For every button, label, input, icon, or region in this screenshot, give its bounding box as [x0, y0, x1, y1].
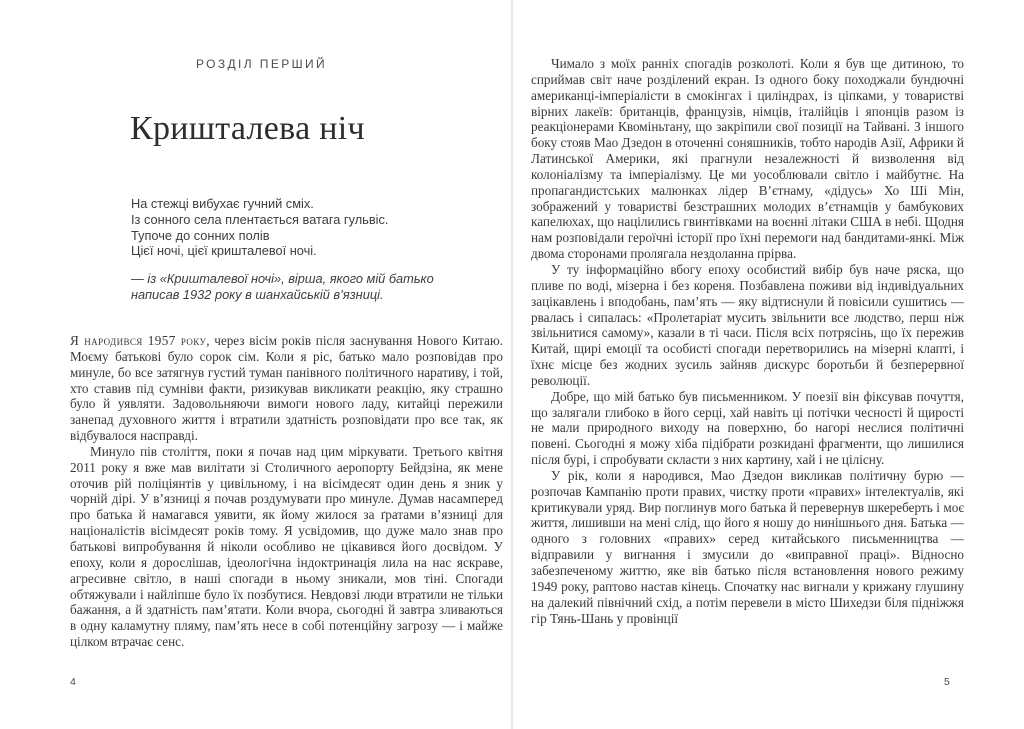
body-paragraph: У рік, коли я народився, Мао Дзедон викликав політичну бурю — розпочав Кампанію проти правих, чистку проти «правих» інтелектуалів, які критикували уряд. Вир поглинув мого батька й перевернув шкереберть і моє життя, лишивши на мені слід, що його я ношу до нинішнього дня. Батька — одного з головних «правих» серед китайського письменництва — відправили у вигнання і змусили до «виправної праці». Відносно забезпеченому життю, яке вів батько після встановлення нового режиму 1949 року, раптово настав кінець. Спочатку нас вигнали у крижану глушину на далекий північний схід, а потім перевели в місто Шихедзи біля підніжжя гір Тянь-Шань у провінції: [531, 467, 964, 626]
poem-line: Тупоче до сонних полів: [131, 227, 270, 243]
page-number-left: 4: [70, 676, 76, 688]
chapter-label: РОЗДІЛ ПЕРШИЙ: [196, 57, 328, 71]
epigraph-attribution: — із «Кришталевої ночі», вірша, якого мій батько написав 1932 року в шанхайській в’язниці.: [131, 271, 434, 302]
body-paragraph: Чимало з моїх ранніх спогадів розколоті. Коли я був ще дитиною, то сприймав світ наче розділений екран. Із одного боку походжали бундючні американці-імперіалісти в смокінгах і циліндрах, із ціпками, у товаристві вірних лакеїв: британців, французів, німців, італійців і японців разом із реакціонерами Квоміньтану, що закріпили свої позиції на Тайвані. З іншого боку стояв Мао Дзедон в оточенні соняшників, тобто народів Азії, Африки й Латинської Америки, які прагнули незалежності й визволення від колоніалізму та імперіалізму. Це ми уособлювали світло і майбутнє. На пропагандистських малюнках лідер В’єтнаму, «дідусь» Хо Ші Мін, зображений у товаристві безстрашних молодих в’єтнамців у бамбукових капелюхах, що націлились гвинтівками на воєнні літаки США в небі. Щодня нам розповідали героїчні історії про їхні перемоги над бандитами-янкі. Між двома сторонами пролягала нездоланна прірва.: [531, 56, 964, 262]
right-page-body: [531, 56, 964, 626]
chapter-title: Кришталева ніч: [130, 110, 365, 147]
body-paragraph: Минуло пів століття, поки я почав над цим міркувати. Третього квітня 2011 року я вже мав вилітати зі Столичного аеропорту Бейдзіна, як мене оточив рій поліціянтів у цивільному, і на вісімдесят один день я зник у чорній дірі. У в’язниці я почав роздумувати про минуле. Думав насамперед про батька й намагався уявити, як йому жилося за ґратами в’язниці для націоналістів вісімдесят років тому. Я усвідомив, що дуже мало знав про батькові випробування й ніколи особливо не цікавився його досвідом. У епоху, коли я дорослішав, ідеологічна індоктринація лила на нас яскраве, агресивне світло, в наші спогади в ньому зникали, мов тіні. Спогади обтяжували і найліпше було їх позбутися. Невдовзі люди втратили не тільки бажання, а й здатність пам’ятати. Коли вчора, сьогодні й завтра зливаються в одну каламутну пляму, пам’ять несе в собі потенційну загрозу — і майже цілком втрачає сенс.: [70, 443, 503, 650]
poem-line: Із сонного села плентається ватага гульвіс.: [131, 211, 389, 227]
page-number-right: 5: [944, 676, 950, 688]
poem-line: На стежці вибухає гучний сміх.: [131, 196, 314, 211]
poem-line: Цієї ночі, цієї кришталевої ночі.: [131, 243, 317, 259]
paragraph-text: , через вісім років після заснування Нового Китаю. Моєму батькові було сорок сім. Коли я ріс, батько мало розповідав про минуле, бо все затягнув густий туман панівного політичного наративу, і той, хто ставив під сумніви факти, ризикував викликати реакцію, яку страшно було й уявляти. Задовольняючи вимоги нового ладу, китайці пережили занепад духовного життя і втратили здатність розповідати про все так, як відбувалося насправді.: [70, 333, 503, 444]
paragraph-lead-smallcaps: Я народився 1957 року: [70, 333, 207, 348]
body-paragraph: Добре, що мій батько був письменником. У поезії він фіксував почуття, що залягали глибоко в його серці, хай навіть ці потічки чесності й щирості не мали природного виходу на поверхню, бо нагорі неслися політичні повені. Сьогодні я можу хіба підібрати розкидані фрагменти, що лишилися після бурі, і спробувати скласти з них картину, хай і не цілісну.: [531, 388, 964, 468]
body-paragraph: У ту інформаційно вбогу епоху особистий вибір був наче ряска, що пливе по воді, мізерна і без кореня. Позбавлена поживи від індивідуальних зацікавлень і вподобань, пам’ять — яку відтиснули й повісили сушитись — рвалась і сипалась: «Пролетаріат мусить звільнити все людство, перш ніж звільнитися самому», казали в ті часи. Після всіх потрясінь, що їх пережив Китай, щирі емоції та особисті спогади перетворились на мізерні клапті, і їхнє місце без жодних зусиль зайняв дискурс боротьби й безперервної революції.: [531, 261, 964, 388]
